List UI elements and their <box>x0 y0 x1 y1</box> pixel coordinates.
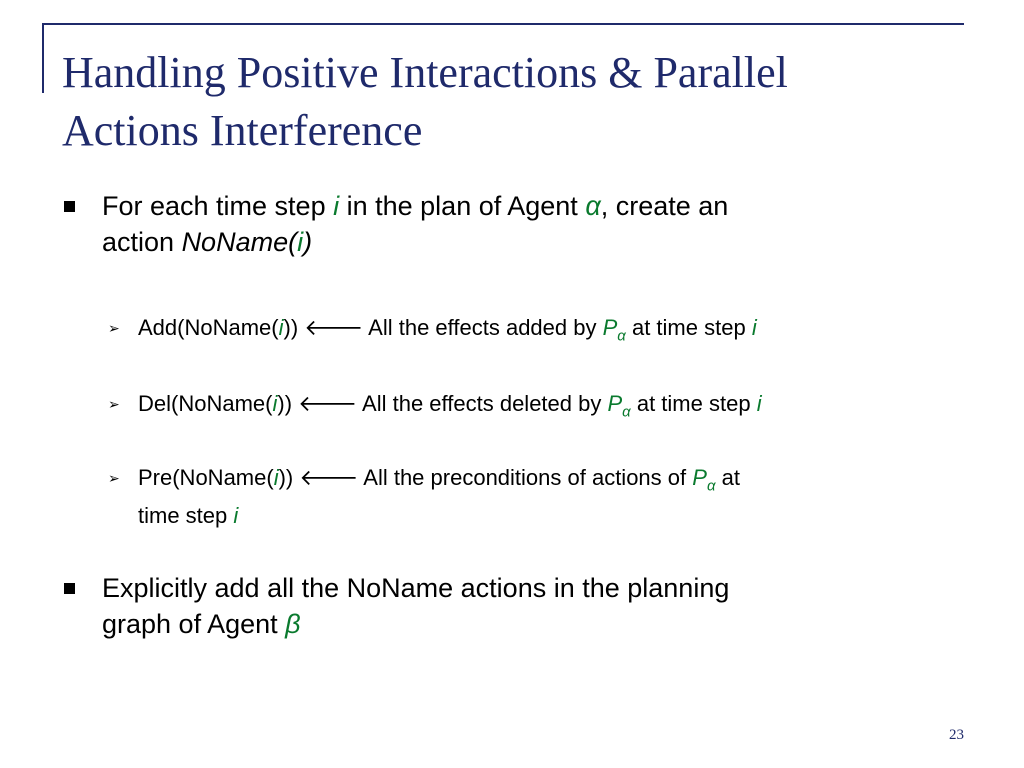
bullet-text-fragment: action <box>102 227 182 257</box>
sub-text-fragment: Pre(NoName( <box>138 465 274 490</box>
variable-alpha: α <box>585 191 601 221</box>
variable-i: i <box>756 391 762 416</box>
variable-i: i <box>273 465 279 490</box>
sub-text-fragment: )) <box>277 391 293 416</box>
sub-text-fragment: Add(NoName( <box>138 315 279 340</box>
variable-i: i <box>333 191 340 221</box>
sub-text-fragment: time step <box>138 503 234 529</box>
sub-bullet-text-1 <box>138 313 898 351</box>
noname-term: NoName( <box>181 227 298 257</box>
sub-text-fragment: )) <box>283 315 299 340</box>
left-arrow-icon: 🡐 <box>304 315 364 340</box>
left-arrow-icon: 🡐 <box>299 465 359 490</box>
square-bullet-icon <box>64 201 75 212</box>
variable-i: i <box>297 227 304 257</box>
plan-subscript-alpha: α <box>622 403 631 421</box>
page-number: 23 <box>949 727 964 743</box>
variable-beta: β <box>285 609 301 639</box>
variable-i: i <box>233 503 239 529</box>
variable-i: i <box>278 315 284 340</box>
sub-text-fragment: at <box>715 465 740 490</box>
slide-title-line-2: Actions Interference <box>62 106 423 155</box>
plan-symbol-p: P <box>692 465 707 490</box>
slide-title-line-1: Handling Positive Interactions & Parallel <box>62 48 788 97</box>
noname-term-close: ) <box>303 227 313 257</box>
bullet-text-fragment: graph of Agent <box>102 609 286 639</box>
arrow-bullet-icon: ➢ <box>108 396 120 412</box>
title-frame-top-rule <box>42 23 964 25</box>
square-bullet-icon <box>64 583 75 594</box>
arrow-bullet-icon: ➢ <box>108 470 120 486</box>
variable-i: i <box>751 315 757 340</box>
plan-subscript-alpha: α <box>617 327 626 345</box>
sub-text-fragment: All the effects added by <box>363 315 603 340</box>
bullet-text-fragment: Explicitly add all the NoName actions in the planning <box>102 573 730 603</box>
bullet-text-fragment: For each time step <box>102 191 334 221</box>
slide-title <box>62 44 962 160</box>
sub-text-fragment: at time step <box>625 315 752 340</box>
plan-subscript-alpha: α <box>706 477 716 495</box>
sub-bullet-text-2 <box>138 389 898 427</box>
sub-text-fragment: All the effects deleted by <box>357 391 608 416</box>
bullet-text-fragment: , create an <box>600 191 729 221</box>
sub-text-fragment: All the preconditions of actions of <box>358 465 693 490</box>
bullet-text-2 <box>102 570 922 642</box>
sub-text-fragment: Del(NoName( <box>138 391 273 416</box>
sub-bullet-text-3 <box>138 463 898 531</box>
title-frame-left-rule <box>42 23 44 93</box>
arrow-bullet-icon: ➢ <box>108 320 120 336</box>
bullet-text-1 <box>102 188 922 260</box>
bullet-text-fragment: in the plan of Agent <box>339 191 586 221</box>
plan-symbol-p: P <box>602 315 618 340</box>
sub-text-fragment: at time step <box>630 391 757 416</box>
plan-symbol-p: P <box>607 391 623 416</box>
sub-text-fragment: )) <box>278 465 294 490</box>
variable-i: i <box>272 391 278 416</box>
left-arrow-icon: 🡐 <box>298 391 358 416</box>
